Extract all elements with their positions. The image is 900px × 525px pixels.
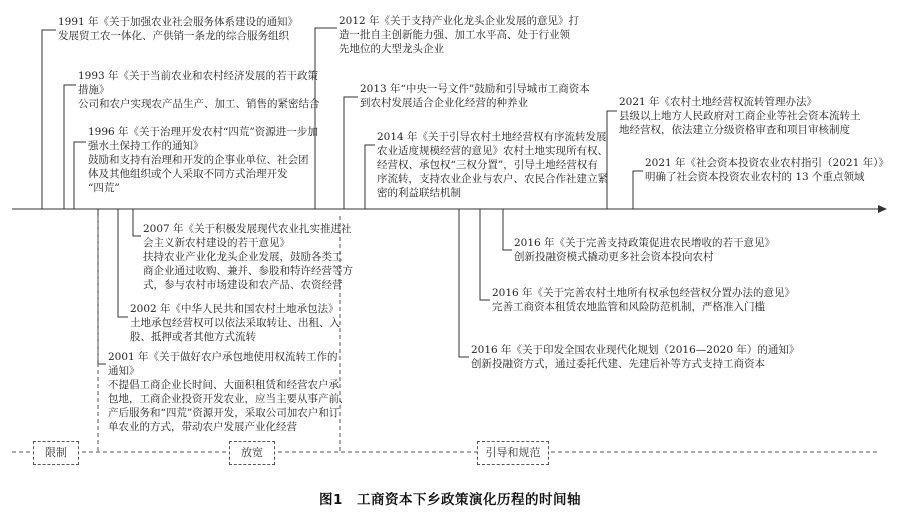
event-2013: 2013 年“中央一号文件”鼓励和引导城市工商资本 到农村发展适合企业化经营的种养业 xyxy=(360,83,590,109)
connector-2013 xyxy=(344,97,358,209)
event-1991: 1991 年《关于加强农业社会服务体系建设的通知》 发展贸工农一体化、产供销一条龙的综合服务组织 xyxy=(58,16,299,42)
event-2016-land: 2016 年《关于完善农村土地所有权承包经营权分置办法的意见》 完善工商资本租赁农地监管和风险防范机制，严格准入门槛 xyxy=(492,287,796,313)
connector-2021a xyxy=(607,111,617,209)
event-2007: 2007 年《关于积极发展现代农业扎实推进社 会主义新农村建设的若干意见》 扶持农业产业化龙头企业发展，鼓励各类工 商企业通过收购、兼并、参股和特许经营等方 式，参与农村市场建设和农产品、农资经营 xyxy=(143,223,353,291)
phase-restrict: 限制 xyxy=(33,441,79,465)
connector-1996 xyxy=(74,142,86,209)
event-1996: 1996 年《关于治理开发农村“四荒”资源进一步加 强水土保持工作的通知》 鼓励和支持有治理和开发的企事业单位、社会团 体及其他组织或个人采取不同方式治理开发 “四荒” xyxy=(88,126,318,194)
connector-2016c xyxy=(459,209,469,357)
event-1993: 1993 年《关于当前农业和农村经济发展的若干政策 措施》 公司和农户实现农产品生产、加工、销售的紧密结合 xyxy=(78,70,320,110)
event-2012: 2012 年《关于支持产业化龙头企业发展的意见》打 造一批自主创新能力强、加工水平高、处于行业领 先地位的大型龙头企业 xyxy=(339,15,580,55)
event-2016-plan: 2016 年《关于印发全国农业现代化规划（2016—2020 年）的通知》 创新投融资方式，通过委托代建、先建后补等方式支持工商资本 xyxy=(471,344,800,370)
event-2016-income: 2016 年《关于完善支持政策促进农民增收的若干意见》 创新投融资模式撬动更多社会资本投向农村 xyxy=(514,237,776,263)
phase-guide: 引导和规范 xyxy=(477,441,549,465)
figure-caption: 图1 工商资本下乡政策演化历程的时间轴 xyxy=(319,492,581,508)
connector-2001 xyxy=(98,209,106,364)
connector-2021b xyxy=(633,171,643,209)
event-2002: 2002 年《中华人民共和国农村土地承包法》 土地承包经营权可以依法采取转让、出租、入 股、抵押或者其他方式流转 xyxy=(130,303,340,343)
connector-2012 xyxy=(315,28,337,209)
event-2021-land: 2021 年《农村土地经营权流转管理办法》 县级以上地方人民政府对工商企业等社会资本流转土 地经营权，依法建立分级资格审查和项目审核制度 xyxy=(619,96,861,136)
event-2001: 2001 年《关于做好农户承包地使用权流转工作的 通知》 不提倡工商企业长时间、大面积租赁和经营农户承 包地，工商企业投资开发农业，应当主要从事产前、 产后服务和“四荒”资源开发，采取公司加农户和订 单农业的方式，带动农户发展产业化经营 xyxy=(108,351,350,433)
event-2021-guide: 2021 年《社会资本投资农业农村指引（2021 年）》 明确了社会资本投资农业农村的 13 个重点领域 xyxy=(645,157,889,183)
axis-arrowhead xyxy=(878,205,887,213)
event-2014: 2014 年《关于引导农村土地经营权有序流转发展 农业适度规模经营的意见》农村土地实现所有权、 经营权、承包权“三权分置”，引导土地经营权有 序流转，支持农业企业与农户、农民合作社建立紧 密的利益联结机制 xyxy=(377,131,608,199)
connector-2016a xyxy=(503,209,512,250)
connector-2007 xyxy=(133,209,141,236)
connector-2014 xyxy=(365,145,375,209)
connector-2016b xyxy=(480,209,490,300)
phase-relax: 放宽 xyxy=(229,441,275,465)
connector-2002 xyxy=(118,209,128,317)
connector-1991 xyxy=(42,30,56,209)
